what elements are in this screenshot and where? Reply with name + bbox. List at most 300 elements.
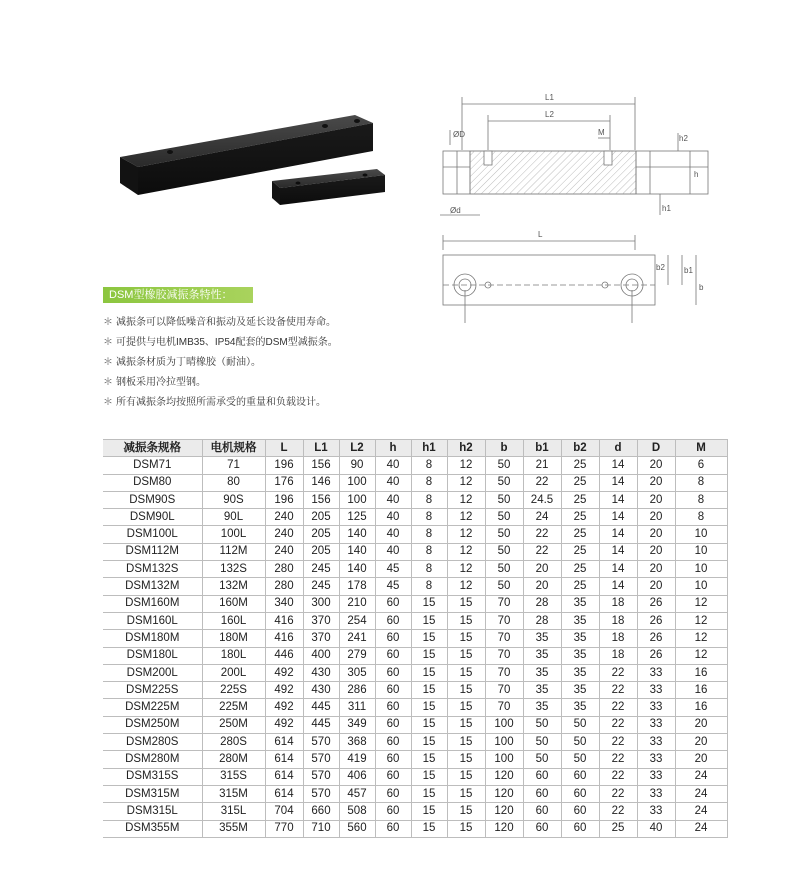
table-cell: 8 (411, 526, 447, 543)
table-cell: 22 (599, 734, 637, 751)
table-cell: 12 (447, 457, 485, 474)
column-header: h1 (411, 440, 447, 457)
bullet-star-icon: ＊ (103, 397, 113, 408)
table-cell: 25 (561, 543, 599, 560)
table-cell: 33 (637, 716, 675, 733)
table-cell: 240 (265, 526, 303, 543)
table-cell: 60 (375, 803, 411, 820)
table-row (103, 474, 727, 491)
table-cell: 446 (265, 647, 303, 664)
table-cell: 60 (523, 820, 561, 837)
table-cell: 35 (561, 699, 599, 716)
table-cell: 18 (599, 647, 637, 664)
table-cell: 370 (303, 612, 339, 629)
table-cell: 60 (561, 785, 599, 802)
table-cell: 12 (447, 491, 485, 508)
table-row (103, 664, 727, 681)
table-cell: 25 (561, 491, 599, 508)
table-cell: 50 (485, 474, 523, 491)
table-cell: 60 (375, 768, 411, 785)
table-cell: 8 (411, 543, 447, 560)
table-cell: 8 (411, 491, 447, 508)
table-cell: 8 (411, 457, 447, 474)
table-cell: 12 (675, 595, 727, 612)
table-cell: 254 (339, 612, 375, 629)
table-cell: DSM225M (103, 699, 202, 716)
table-cell: 35 (561, 647, 599, 664)
table-cell: 60 (375, 647, 411, 664)
table-cell: 457 (339, 785, 375, 802)
table-cell: 35 (561, 612, 599, 629)
table-cell: 60 (375, 734, 411, 751)
column-header: M (675, 440, 727, 457)
feature-text: 减振条材质为丁晴橡胶（耐油）。 (116, 357, 261, 368)
label-h1: h1 (662, 204, 671, 213)
table-cell: 20 (675, 751, 727, 768)
table-cell: 210 (339, 595, 375, 612)
table-cell: 33 (637, 734, 675, 751)
table-cell: 15 (411, 785, 447, 802)
table-cell: 20 (637, 457, 675, 474)
table-cell: 6 (675, 457, 727, 474)
column-header: L1 (303, 440, 339, 457)
table-cell: 60 (375, 751, 411, 768)
table-cell: 125 (339, 509, 375, 526)
table-cell: 24 (675, 768, 727, 785)
table-cell: 300 (303, 595, 339, 612)
table-cell: 15 (447, 699, 485, 716)
table-cell: 60 (375, 630, 411, 647)
table-cell: 12 (447, 474, 485, 491)
table-cell: DSM355M (103, 820, 202, 837)
table-cell: 33 (637, 664, 675, 681)
table-cell: 33 (637, 803, 675, 820)
table-cell: 280S (202, 734, 265, 751)
table-cell: 50 (485, 526, 523, 543)
table-cell: 22 (599, 716, 637, 733)
table-cell: 20 (675, 734, 727, 751)
table-cell: 35 (561, 664, 599, 681)
table-cell: 570 (303, 768, 339, 785)
table-cell: 15 (411, 595, 447, 612)
table-cell: 15 (447, 820, 485, 837)
table-cell: 70 (485, 595, 523, 612)
table-cell: 70 (485, 612, 523, 629)
table-cell: 15 (447, 595, 485, 612)
table-cell: 22 (599, 785, 637, 802)
table-cell: 280 (265, 561, 303, 578)
column-header: D (637, 440, 675, 457)
table-cell: 60 (375, 595, 411, 612)
table-cell: 12 (447, 561, 485, 578)
table-cell: 225S (202, 682, 265, 699)
feature-text: 钢板采用冷拉型钢。 (116, 377, 206, 388)
table-cell: 280 (265, 578, 303, 595)
column-header: 电机规格 (202, 440, 265, 457)
table-cell: 492 (265, 682, 303, 699)
table-cell: 419 (339, 751, 375, 768)
table-cell: 35 (523, 664, 561, 681)
table-cell: 508 (339, 803, 375, 820)
table-row (103, 734, 727, 751)
table-cell: 60 (561, 820, 599, 837)
bullet-star-icon: ＊ (103, 357, 113, 368)
feature-item (103, 353, 338, 373)
table-cell: 25 (561, 457, 599, 474)
table-cell: 90 (339, 457, 375, 474)
feature-item (103, 313, 338, 333)
table-row (103, 785, 727, 802)
table-cell: 241 (339, 630, 375, 647)
table-cell: 18 (599, 595, 637, 612)
table-cell: DSM180M (103, 630, 202, 647)
table-cell: 50 (523, 734, 561, 751)
table-cell: 492 (265, 664, 303, 681)
table-cell: 100 (485, 716, 523, 733)
table-cell: 12 (675, 630, 727, 647)
table-cell: 22 (599, 768, 637, 785)
table-cell: DSM132S (103, 561, 202, 578)
column-header: d (599, 440, 637, 457)
table-cell: 40 (375, 491, 411, 508)
table-cell: 14 (599, 509, 637, 526)
table-cell: 60 (523, 803, 561, 820)
table-row (103, 682, 727, 699)
table-cell: 8 (411, 561, 447, 578)
table-row (103, 543, 727, 560)
table-cell: 35 (561, 682, 599, 699)
table-cell: 280M (202, 751, 265, 768)
table-cell: 8 (675, 509, 727, 526)
table-cell: 20 (675, 716, 727, 733)
table-cell: 614 (265, 751, 303, 768)
table-cell: 22 (599, 682, 637, 699)
table-cell: 146 (303, 474, 339, 491)
table-cell: 80 (202, 474, 265, 491)
table-cell: 315S (202, 768, 265, 785)
table-row (103, 716, 727, 733)
table-cell: 196 (265, 457, 303, 474)
table-cell: 8 (675, 491, 727, 508)
table-cell: 10 (675, 526, 727, 543)
table-cell: 40 (375, 457, 411, 474)
table-cell: 140 (339, 543, 375, 560)
table-cell: 20 (637, 474, 675, 491)
table-cell: 20 (523, 578, 561, 595)
table-cell: 286 (339, 682, 375, 699)
table-cell: 10 (675, 543, 727, 560)
table-cell: 35 (523, 699, 561, 716)
table-row (103, 647, 727, 664)
table-cell: 14 (599, 543, 637, 560)
table-header (103, 440, 727, 457)
table-cell: 24 (523, 509, 561, 526)
table-cell: 33 (637, 682, 675, 699)
table-cell: 368 (339, 734, 375, 751)
table-cell: 60 (375, 664, 411, 681)
table-row (103, 595, 727, 612)
column-header: h2 (447, 440, 485, 457)
table-cell: 416 (265, 630, 303, 647)
table-cell: DSM112M (103, 543, 202, 560)
table-cell: 400 (303, 647, 339, 664)
label-h2: h2 (679, 134, 688, 143)
table-cell: 12 (447, 543, 485, 560)
table-cell: DSM90S (103, 491, 202, 508)
table-cell: 24.5 (523, 491, 561, 508)
table-cell: 25 (561, 561, 599, 578)
table-cell: 14 (599, 491, 637, 508)
table-cell: 15 (447, 647, 485, 664)
table-cell: 70 (485, 682, 523, 699)
table-cell: DSM250M (103, 716, 202, 733)
table-cell: 60 (375, 716, 411, 733)
table-cell: 18 (599, 630, 637, 647)
table-cell: 16 (675, 699, 727, 716)
table-cell: 15 (447, 682, 485, 699)
table-row (103, 630, 727, 647)
table-cell: 20 (637, 561, 675, 578)
table-cell: 22 (599, 664, 637, 681)
table-row (103, 578, 727, 595)
table-cell: 70 (485, 664, 523, 681)
table-cell: 10 (675, 561, 727, 578)
table-cell: 35 (523, 647, 561, 664)
table-cell: 26 (637, 595, 675, 612)
table-cell: 15 (447, 734, 485, 751)
label-phid: Ød (450, 206, 461, 215)
table-cell: 240 (265, 543, 303, 560)
table-cell: 21 (523, 457, 561, 474)
table-cell: 20 (637, 526, 675, 543)
table-row (103, 457, 727, 474)
table-cell: 140 (339, 561, 375, 578)
table-cell: DSM280M (103, 751, 202, 768)
label-b: b (699, 283, 704, 292)
table-cell: 100 (485, 734, 523, 751)
table-cell: 60 (375, 612, 411, 629)
table-cell: 311 (339, 699, 375, 716)
table-cell: 25 (561, 474, 599, 491)
table-cell: 60 (375, 699, 411, 716)
table-cell: 50 (485, 457, 523, 474)
table-cell: 25 (561, 526, 599, 543)
table-cell: 33 (637, 751, 675, 768)
table-row (103, 509, 727, 526)
table-cell: 40 (375, 543, 411, 560)
table-cell: 240 (265, 509, 303, 526)
table-cell: 45 (375, 561, 411, 578)
feature-text: 可提供与电机IMB35、IP54配套的DSM型减振条。 (116, 337, 338, 348)
table-cell: 60 (561, 768, 599, 785)
table-cell: 50 (485, 561, 523, 578)
bullet-star-icon: ＊ (103, 337, 113, 348)
table-cell: 196 (265, 491, 303, 508)
table-cell: 430 (303, 664, 339, 681)
table-cell: 416 (265, 612, 303, 629)
table-cell: 90L (202, 509, 265, 526)
table-cell: 28 (523, 595, 561, 612)
table-cell: 45 (375, 578, 411, 595)
label-L2: L2 (545, 110, 554, 119)
table-cell: 305 (339, 664, 375, 681)
table-cell: DSM225S (103, 682, 202, 699)
table-cell: 370 (303, 630, 339, 647)
table-cell: DSM71 (103, 457, 202, 474)
table-cell: 15 (411, 803, 447, 820)
table-cell: 614 (265, 785, 303, 802)
table-cell: 12 (675, 612, 727, 629)
table-cell: 71 (202, 457, 265, 474)
table-cell: 20 (637, 543, 675, 560)
table-cell: 15 (411, 820, 447, 837)
table-cell: 100 (339, 474, 375, 491)
table-cell: 25 (599, 820, 637, 837)
table-cell: 710 (303, 820, 339, 837)
product-photo (115, 95, 400, 215)
table-cell: DSM280S (103, 734, 202, 751)
table-cell: 140 (339, 526, 375, 543)
table-cell: 340 (265, 595, 303, 612)
table-row (103, 803, 727, 820)
technical-drawing (420, 85, 710, 330)
table-cell: 430 (303, 682, 339, 699)
table-cell: 22 (599, 751, 637, 768)
table-cell: 8 (675, 474, 727, 491)
table-cell: 22 (523, 526, 561, 543)
table-cell: 60 (561, 803, 599, 820)
table-row (103, 526, 727, 543)
table-cell: 132M (202, 578, 265, 595)
table-cell: 40 (375, 474, 411, 491)
table-cell: 24 (675, 820, 727, 837)
table-cell: DSM315M (103, 785, 202, 802)
table-cell: 205 (303, 509, 339, 526)
table-cell: 132S (202, 561, 265, 578)
table-cell: 180M (202, 630, 265, 647)
header-row (103, 440, 727, 457)
label-b1: b1 (684, 266, 693, 275)
table-cell: 15 (411, 751, 447, 768)
table-cell: 15 (411, 630, 447, 647)
table-cell: 315L (202, 803, 265, 820)
table-cell: 25 (561, 578, 599, 595)
table-cell: 35 (561, 630, 599, 647)
table-cell: 100 (485, 751, 523, 768)
table-cell: 100L (202, 526, 265, 543)
table-cell: 50 (485, 578, 523, 595)
table-cell: 8 (411, 578, 447, 595)
table-cell: 15 (411, 647, 447, 664)
table-cell: 50 (523, 751, 561, 768)
table-cell: 16 (675, 682, 727, 699)
table-cell: 349 (339, 716, 375, 733)
table-cell: 200L (202, 664, 265, 681)
table-row (103, 612, 727, 629)
table-cell: 12 (447, 578, 485, 595)
column-header: L (265, 440, 303, 457)
feature-item (103, 333, 338, 353)
column-header: b (485, 440, 523, 457)
table-cell: 355M (202, 820, 265, 837)
table-cell: 24 (675, 803, 727, 820)
table-cell: 315M (202, 785, 265, 802)
feature-text: 所有减振条均按照所需承受的重量和负载设计。 (116, 397, 326, 408)
table-cell: 15 (447, 803, 485, 820)
label-b2: b2 (656, 263, 665, 272)
table-cell: 704 (265, 803, 303, 820)
table-cell: 15 (411, 734, 447, 751)
table-cell: 156 (303, 491, 339, 508)
column-header: h (375, 440, 411, 457)
table-cell: 60 (523, 768, 561, 785)
table-cell: 22 (523, 543, 561, 560)
table-cell: 492 (265, 716, 303, 733)
table-cell: 50 (561, 734, 599, 751)
table-cell: 120 (485, 803, 523, 820)
table-cell: DSM132M (103, 578, 202, 595)
table-cell: DSM315S (103, 768, 202, 785)
table-cell: 35 (523, 682, 561, 699)
table-cell: 70 (485, 630, 523, 647)
table-cell: 33 (637, 768, 675, 785)
table-cell: 26 (637, 630, 675, 647)
bullet-star-icon: ＊ (103, 377, 113, 388)
table-cell: 445 (303, 699, 339, 716)
table-cell: 8 (411, 509, 447, 526)
table-cell: 176 (265, 474, 303, 491)
table-cell: 35 (523, 630, 561, 647)
table-row (103, 491, 727, 508)
column-header: 减振条规格 (103, 440, 202, 457)
table-cell: 8 (411, 474, 447, 491)
table-cell: 70 (485, 699, 523, 716)
table-cell: DSM200L (103, 664, 202, 681)
column-header: L2 (339, 440, 375, 457)
section-title-bar: DSM型橡胶减振条特性： (103, 287, 253, 303)
table-cell: 15 (447, 716, 485, 733)
table-cell: 14 (599, 457, 637, 474)
table-cell: 10 (675, 578, 727, 595)
table-cell: 60 (523, 785, 561, 802)
table-cell: 15 (411, 682, 447, 699)
table-row (103, 820, 727, 837)
table-cell: 160M (202, 595, 265, 612)
table-cell: 180L (202, 647, 265, 664)
table-cell: 406 (339, 768, 375, 785)
table-cell: 60 (375, 785, 411, 802)
feature-list (103, 313, 338, 413)
spec-table (103, 439, 728, 838)
table-cell: 205 (303, 526, 339, 543)
column-header: b1 (523, 440, 561, 457)
table-cell: 18 (599, 612, 637, 629)
table-cell: 160L (202, 612, 265, 629)
table-cell: 120 (485, 785, 523, 802)
table-cell: 33 (637, 699, 675, 716)
table-cell: 15 (411, 664, 447, 681)
table-cell: 50 (485, 491, 523, 508)
label-L1: L1 (545, 93, 554, 102)
table-cell: 16 (675, 664, 727, 681)
feature-item (103, 373, 338, 393)
table-cell: 22 (599, 699, 637, 716)
table-cell: DSM160L (103, 612, 202, 629)
table-cell: 570 (303, 734, 339, 751)
table-cell: 770 (265, 820, 303, 837)
table-cell: 20 (523, 561, 561, 578)
table-cell: 25 (561, 509, 599, 526)
